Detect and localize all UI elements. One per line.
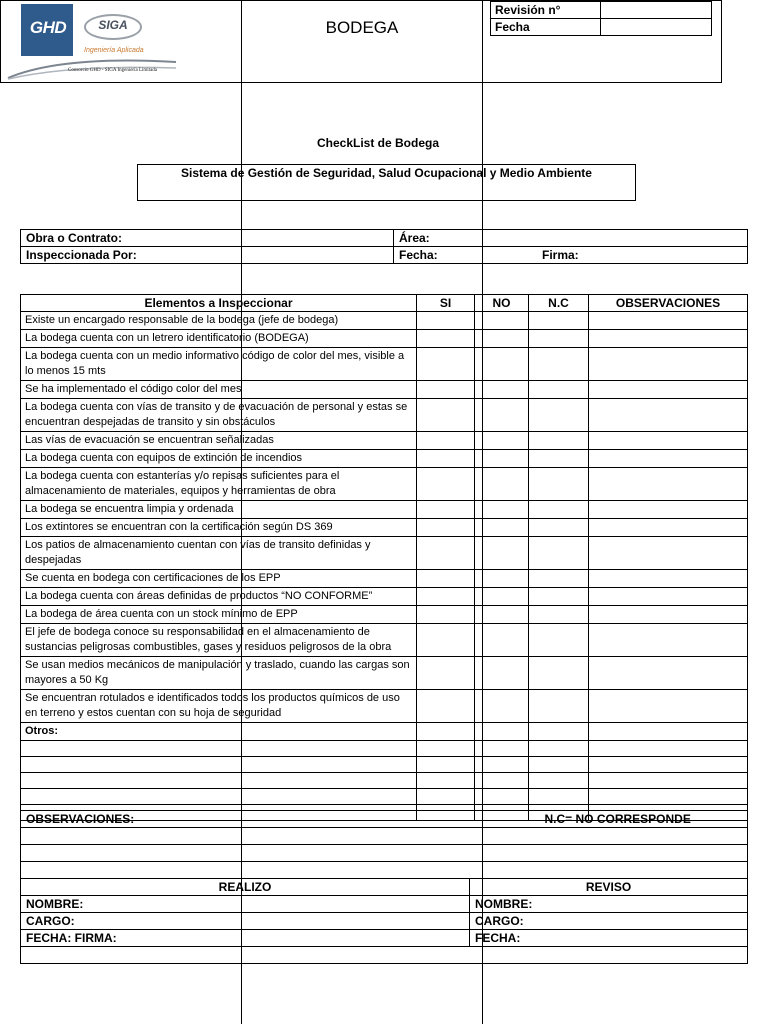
reviso-fecha-field[interactable]: FECHA: [470,930,748,947]
otros-cell[interactable] [589,723,748,741]
siga-logo-text: SIGA [98,18,128,32]
checklist-item-text: Los extintores se encuentran con la certificación según DS 369 [21,519,417,537]
observation-cell[interactable] [589,450,748,468]
checklist-item-text: Se encuentran rotulados e identificados todos los productos químicos de uso en terreno y estos cuentan con su hoja de seguridad [21,690,417,723]
nc-check-cell[interactable] [529,588,589,606]
table-row [21,519,748,537]
nc-check-cell[interactable] [529,450,589,468]
inspeccionada-field[interactable]: Inspeccionada Por: [21,247,394,264]
no-check-cell[interactable] [475,624,529,657]
si-check-cell[interactable] [417,657,475,690]
observaciones-label: OBSERVACIONES: [21,811,470,828]
checklist-item-text: La bodega cuenta con estanterías y/o repisas suficientes para el almacenamiento de materiales, equipos y herramientas de obra [21,468,417,501]
revision-value-field[interactable] [601,2,712,19]
nc-check-cell[interactable] [529,312,589,330]
si-check-cell[interactable] [417,399,475,432]
checklist-item-text: El jefe de bodega conoce su responsabilidad en el almacenamiento de sustancias peligrosas combustibles, gases y residuos peligrosos de la obra [21,624,417,657]
ghd-logo-text: GHD [29,18,67,37]
blank-cell[interactable] [475,773,529,789]
observation-cell[interactable] [589,606,748,624]
nc-check-cell[interactable] [529,330,589,348]
checklist-item-text: La bodega se encuentra limpia y ordenada [21,501,417,519]
logo-tagline: Ingeniería Aplicada [84,47,144,54]
table-row [21,381,748,399]
blank-row [21,773,748,789]
checklist-table [20,294,748,821]
no-check-cell[interactable] [475,399,529,432]
table-row [21,468,748,501]
realizo-cargo-field[interactable]: CARGO: [21,913,470,930]
system-title: Sistema de Gestión de Seguridad, Salud Ocupacional y Medio Ambiente [181,166,592,180]
no-check-cell[interactable] [475,690,529,723]
realizo-fecha-firma-field[interactable]: FECHA: FIRMA: [21,930,470,947]
otros-cell[interactable] [475,723,529,741]
logo-swoosh-icon [6,54,178,80]
blank-cell[interactable] [475,789,529,805]
signature-bottom-row[interactable] [21,947,748,964]
area-field[interactable]: Área: [394,230,748,247]
si-check-cell[interactable] [417,690,475,723]
checklist-item-text: La bodega de área cuenta con un stock mínimo de EPP [21,606,417,624]
document-title: BODEGA [325,18,399,37]
si-check-cell[interactable] [417,588,475,606]
nc-check-cell[interactable] [529,501,589,519]
si-check-cell[interactable] [417,348,475,381]
si-check-cell[interactable] [417,450,475,468]
blank-row [21,741,748,757]
blank-cell[interactable] [529,741,589,757]
checklist-item-text: Se usan medios mecánicos de manipulación y traslado, cuando las cargas son mayores a 50 Kg [21,657,417,690]
observation-cell[interactable] [589,312,748,330]
si-check-cell[interactable] [417,432,475,450]
observation-cell[interactable] [589,690,748,723]
blank-cell[interactable] [589,741,748,757]
nc-check-cell[interactable] [529,606,589,624]
col-si: SI [417,295,475,312]
col-nc: N.C [529,295,589,312]
nc-check-cell[interactable] [529,432,589,450]
no-check-cell[interactable] [475,468,529,501]
observation-cell[interactable] [589,432,748,450]
checklist-item-text: La bodega cuenta con equipos de extinción de incendios [21,450,417,468]
nc-check-cell[interactable] [529,468,589,501]
nc-check-cell[interactable] [529,519,589,537]
nc-check-cell[interactable] [529,348,589,381]
no-check-cell[interactable] [475,501,529,519]
nc-check-cell[interactable] [529,690,589,723]
no-check-cell[interactable] [475,519,529,537]
observation-cell[interactable] [589,519,748,537]
company-logo [6,4,178,79]
realizo-nombre-field[interactable]: NOMBRE: [21,896,470,913]
observation-cell[interactable] [589,588,748,606]
nc-check-cell[interactable] [529,381,589,399]
si-check-cell[interactable] [417,606,475,624]
col-elementos: Elementos a Inspeccionar [21,295,417,312]
si-check-cell[interactable] [417,312,475,330]
observation-cell[interactable] [589,399,748,432]
blank-row [21,789,748,805]
fecha-field[interactable]: Fecha: [394,247,538,264]
blank-cell[interactable] [529,773,589,789]
observation-cell[interactable] [589,381,748,399]
table-row [21,690,748,723]
no-check-cell[interactable] [475,606,529,624]
reviso-cargo-field[interactable]: CARGO: [470,913,748,930]
table-row [21,312,748,330]
si-check-cell[interactable] [417,624,475,657]
nc-check-cell[interactable] [529,537,589,570]
otros-cell[interactable] [417,723,475,741]
no-check-cell[interactable] [475,570,529,588]
table-row [21,330,748,348]
otros-label: Otros: [21,723,417,741]
observation-cell[interactable] [589,330,748,348]
checklist-item-text: La bodega cuenta con un medio informativo código de color del mes, visible a lo menos 15 mts [21,348,417,381]
document-header [0,0,722,83]
blank-cell[interactable] [589,757,748,773]
table-row [21,606,748,624]
table-row [21,399,748,432]
no-check-cell[interactable] [475,348,529,381]
blank-cell[interactable] [21,773,417,789]
checklist-item-text: Los patios de almacenamiento cuentan con vías de transito definidas y despejadas [21,537,417,570]
obra-field[interactable]: Obra o Contrato: [21,230,394,247]
si-check-cell[interactable] [417,501,475,519]
no-check-cell[interactable] [475,330,529,348]
firma-field[interactable]: Firma: [537,247,748,264]
reviso-header: REVISO [470,879,748,896]
blank-cell[interactable] [589,789,748,805]
col-observaciones: OBSERVACIONES [589,295,748,312]
info-table [20,229,748,264]
blank-cell[interactable] [417,741,475,757]
otros-row [21,723,748,741]
logo-consortium-text: Consorcio GHD - SIGA Ingeniería Limitada [68,68,158,73]
checklist-item-text: Se cuenta en bodega con certificaciones de los EPP [21,570,417,588]
si-check-cell[interactable] [417,537,475,570]
otros-cell[interactable] [529,723,589,741]
blank-row [21,757,748,773]
blank-cell[interactable] [589,773,748,789]
revision-table [490,1,712,36]
checklist-header-row [21,295,748,312]
nc-check-cell[interactable] [529,570,589,588]
checklist-item-text: Existe un encargado responsable de la bodega (jefe de bodega) [21,312,417,330]
signature-table [20,810,748,964]
table-row [21,501,748,519]
nc-check-cell[interactable] [529,399,589,432]
date-label: Fecha [491,19,601,36]
col-no: NO [475,295,529,312]
observaciones-line[interactable] [21,828,748,845]
checklist-item-text: Se ha implementado el código color del mes [21,381,417,399]
table-row [21,348,748,381]
checklist-body [21,312,748,821]
table-row [21,657,748,690]
blank-cell[interactable] [21,757,417,773]
observation-cell[interactable] [589,468,748,501]
table-row [21,588,748,606]
observaciones-line[interactable] [21,845,748,862]
observation-cell[interactable] [589,624,748,657]
date-value-field[interactable] [601,19,712,36]
nc-check-cell[interactable] [529,657,589,690]
blank-cell[interactable] [529,789,589,805]
no-check-cell[interactable] [475,450,529,468]
si-check-cell[interactable] [417,468,475,501]
si-check-cell[interactable] [417,330,475,348]
blank-cell[interactable] [417,757,475,773]
table-row [21,450,748,468]
observation-cell[interactable] [589,501,748,519]
blank-cell[interactable] [475,741,529,757]
revision-label: Revisión n° [491,2,601,19]
observaciones-line[interactable] [21,862,748,879]
nc-note: N.C= NO CORRESPONDE [470,811,748,828]
checklist-item-text: La bodega cuenta con áreas definidas de productos “NO CONFORME” [21,588,417,606]
no-check-cell[interactable] [475,432,529,450]
blank-cell[interactable] [21,741,417,757]
observation-cell[interactable] [589,348,748,381]
table-row [21,537,748,570]
table-row [21,432,748,450]
realizo-header: REALIZO [21,879,470,896]
observation-cell[interactable] [589,657,748,690]
no-check-cell[interactable] [475,537,529,570]
no-check-cell[interactable] [475,381,529,399]
checklist-item-text: Las vías de evacuación se encuentran señalizadas [21,432,417,450]
no-check-cell[interactable] [475,657,529,690]
blank-cell[interactable] [417,773,475,789]
blank-cell[interactable] [529,757,589,773]
no-check-cell[interactable] [475,312,529,330]
table-row [21,570,748,588]
table-row [21,624,748,657]
nc-check-cell[interactable] [529,624,589,657]
si-check-cell[interactable] [417,381,475,399]
si-check-cell[interactable] [417,570,475,588]
checklist-title: CheckList de Bodega [316,136,440,150]
checklist-item-text: La bodega cuenta con un letrero identificatorio (BODEGA) [21,330,417,348]
reviso-nombre-field[interactable]: NOMBRE: [470,896,748,913]
observation-cell[interactable] [589,537,748,570]
blank-cell[interactable] [417,789,475,805]
blank-cell[interactable] [475,757,529,773]
checklist-item-text: La bodega cuenta con vías de transito y de evacuación de personal y estas se encuentran despejadas de transito y sin obstáculos [21,399,417,432]
observation-cell[interactable] [589,570,748,588]
no-check-cell[interactable] [475,588,529,606]
si-check-cell[interactable] [417,519,475,537]
blank-cell[interactable] [21,789,417,805]
